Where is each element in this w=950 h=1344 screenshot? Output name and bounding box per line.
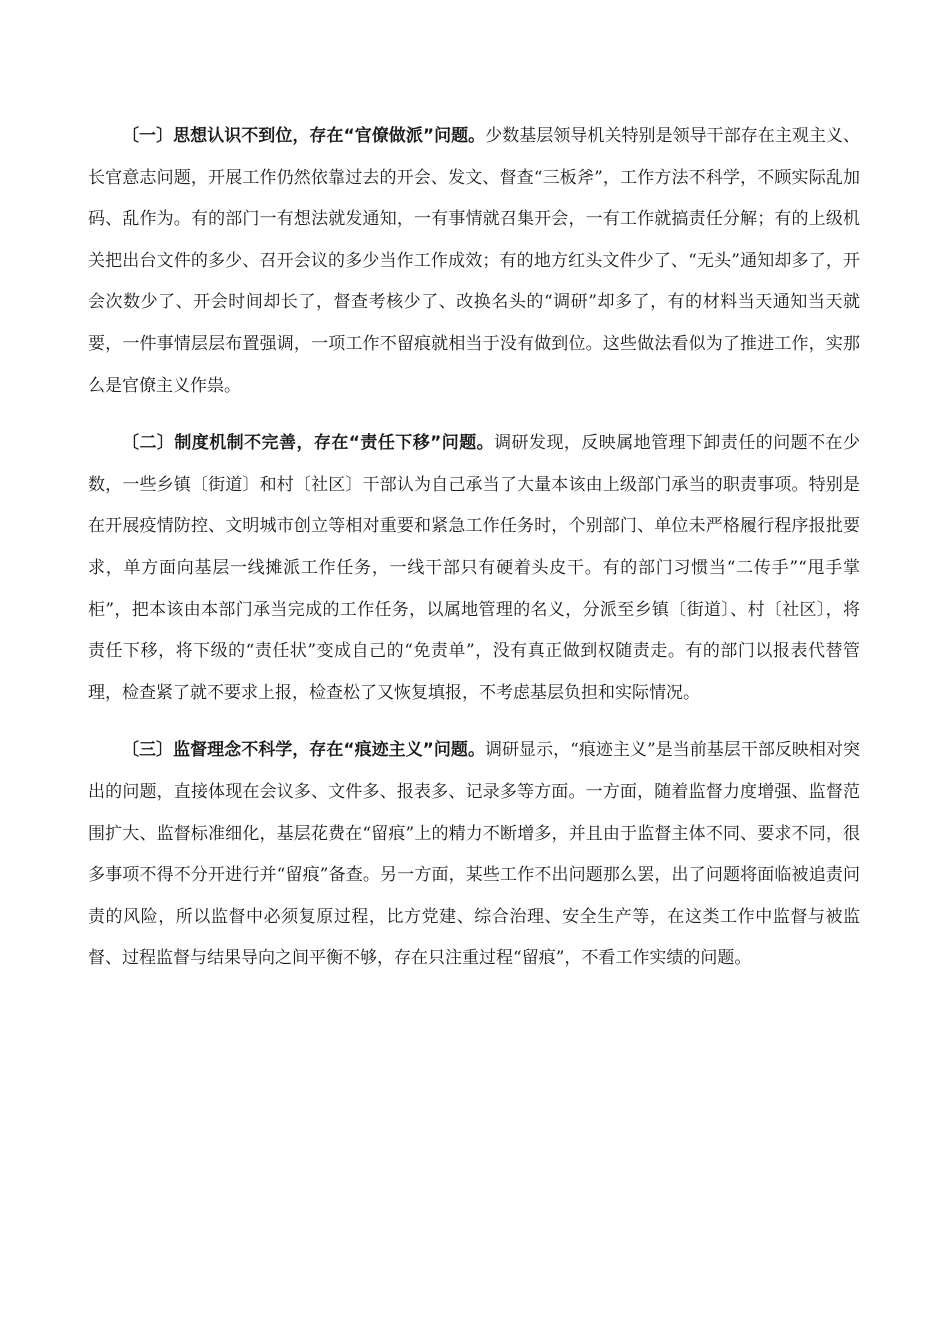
paragraph-2-body: 调研发现，反映属地管理下卸责任的问题不在少数，一些乡镇〔街道〕和村〔社区〕干部认为自己承当了大量本该由上级部门承当的职责事项。特别是在开展疫情防控、文明城市创立等相对重要和紧急工作任务时，个别部门、单位未严格履行程序报批要求，单方面向基层一线摊派工作任务，一线干部只有硬着头皮干。有的部门习惯当“二传手”“甩手掌柜”，把本该由本部门承当完成的工作任务，以属地管理的名义，分派至乡镇〔街道〕、村〔社区〕，将责任下移，将下级的“责任状”变成自己的“免责单”，没有真正做到权随责走。有的部门以报表代替管理，检查紧了就不要求上报，检查松了又恢复填报，不考虑基层负担和实际情况。 (88, 433, 860, 703)
paragraph-3-body: 调研显示，“痕迹主义”是当前基层干部反映相对突出的问题，直接体现在会议多、文件多、报表多、记录多等方面。一方面，随着监督力度增强、监督范围扩大、监督标准细化，基层花费在“留痕”上的精力不断增多，并且由于监督主体不同、要求不同，很多事项不得不分开进行并“留痕”备查。另一方面，某些工作不出问题那么罢，出了问题将面临被追责问责的风险，所以监督中必须复原过程，比方党建、综合治理、安全生产等，在这类工作中监督与被监督、过程监督与结果导向之间平衡不够，存在只注重过程“留痕”，不看工作实绩的问题。 (88, 740, 860, 969)
paragraph-3-heading: 〔三〕监督理念不科学，存在“痕迹主义”问题。 (122, 740, 485, 761)
paragraph-2-heading: 〔二〕制度机制不完善，存在“责任下移”问题。 (122, 433, 495, 454)
paragraph-1 (88, 116, 860, 407)
paragraph-2 (88, 423, 860, 714)
document-page (88, 116, 860, 996)
paragraph-1-body: 少数基层领导机关特别是领导干部存在主观主义、长官意志问题，开展工作仍然依靠过去的开会、发文、督查“三板斧”，工作方法不科学，不顾实际乱加码、乱作为。有的部门一有想法就发通知，一有事情就召集开会，一有工作就搞责任分解；有的上级机关把出台文件的多少、召开会议的多少当作工作成效；有的地方红头文件少了、“无头”通知却多了，开会次数少了、开会时间却长了，督查考核少了、改换名头的“调研”却多了，有的材料当天通知当天就要，一件事情层层布置强调，一项工作不留痕就相当于没有做到位。这些做法看似为了推进工作，实那么是官僚主义作祟。 (88, 126, 860, 396)
paragraph-1-heading: 〔一〕思想认识不到位，存在“官僚做派”问题。 (122, 126, 486, 146)
paragraph-3 (88, 730, 860, 980)
